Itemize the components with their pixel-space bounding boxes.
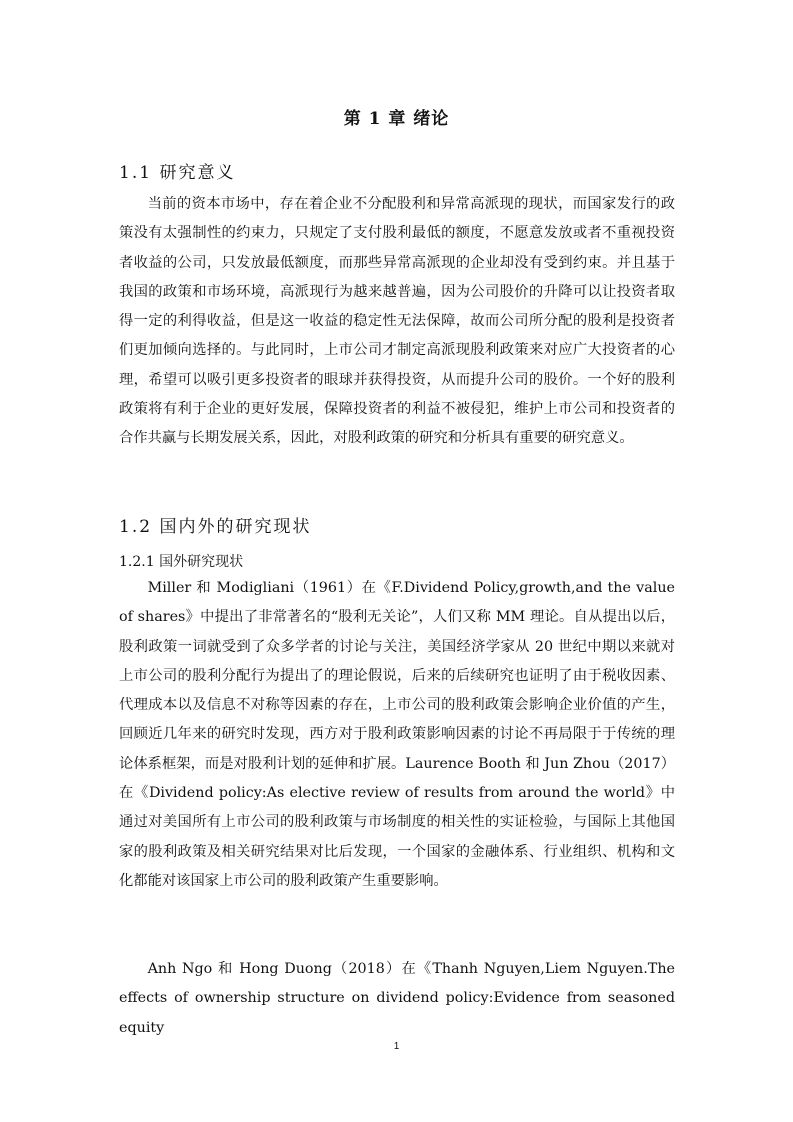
section-heading-1-2: 1.2 国内外的研究现状	[119, 517, 312, 537]
section-1-1-paragraph: 当前的资本市场中，存在着企业不分配股利和异常高派现的现状，而国家发行的政策没有太强制性的约束力，只规定了支付股利最低的额度，不愿意发放或者不重视投资者收益的公司，只发放最低额度，而那些异常高派现的企业却没有受到约束。并且基于我国的政策和市场环境，高派现行为越来越普遍，因为公司股价的升降可以让投资者取得一定的利得收益，但是这一收益的稳定性无法保障，故而公司所分配的股利是投资者们更加倾向选择的。与此同时，上市公司才制定高派现股利政策来对应广大投资者的心理，希望可以吸引更多投资者的眼球并获得投资，从而提升公司的股价。一个好的股利政策将有利于企业的更好发展，保障投资者的利益不被侵犯，维护上市公司和投资者的合作共赢与长期发展关系，因此，对股利政策的研究和分析具有重要的研究意义。	[119, 196, 675, 447]
subsection-1-2-1-paragraph-1: Miller 和 Modigliani（1961）在《F.Dividend Policy,growth,and the value of shares》中提出了非常著名的“股利无关论”，人们又称 MM 理论。自从提出以后，股利政策一词就受到了众多学者的讨论与关注，美国经济学家从 20 世纪中期以来就对上市公司的股利分配行为提出了的理论假说，后来的后续研究也证明了由于税收因素、代理成本以及信息不对称等因素的存在，上市公司的股利政策会影响企业价值的产生，回顾近几年来的研究时发现，西方对于股利政策影响因素的讨论不再局限于于传统的理论体系框架，而是对股利计划的延伸和扩展。Laurence Booth 和 Jun Zhou（2017）在《Dividend policy:As elective review of results from around the world》中通过对美国所有上市公司的股利政策与市场制度的相关性的实证检验，与国际上其他国家的股利政策及相关研究结果对比后发现，一个国家的金融体系、行业组织、机构和文化都能对该国家上市公司的股利政策产生重要影响。	[119, 580, 675, 889]
page-number: 1	[393, 1041, 400, 1052]
chapter-title: 第 1 章 绪论	[343, 109, 450, 129]
subsection-heading-1-2-1: 1.2.1 国外研究现状	[119, 554, 244, 570]
section-heading-1-1: 1.1 研究意义	[119, 163, 236, 183]
subsection-1-2-1-paragraph-2: Anh Ngo 和 Hong Duong（2018）在《Thanh Nguyen,Liem Nguyen.The effects of ownership structure on dividend policy:Evidence from seasoned equity	[119, 961, 675, 1036]
